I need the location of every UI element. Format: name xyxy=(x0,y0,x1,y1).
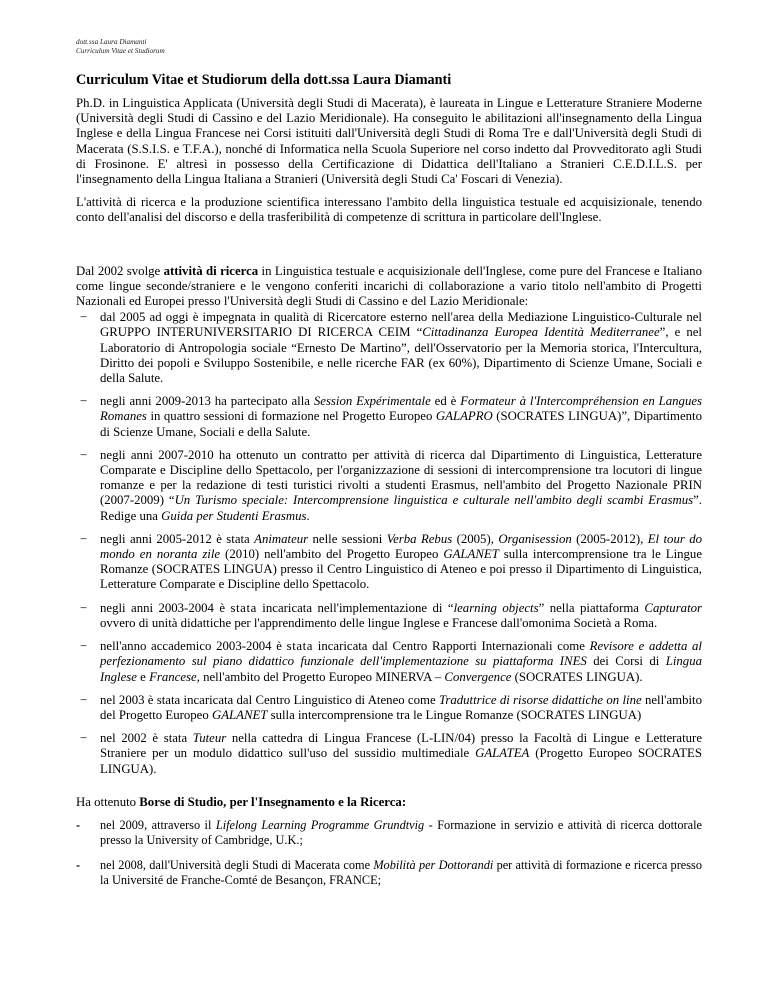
list-item: - nel 2008, dall'Università degli Studi di Macerata come Mobilità per Dottorandi per attività di formazione e ricerca presso la Université de Franche-Comté de Besançon, FRANCE; xyxy=(76,857,702,887)
research-scope-paragraph: L'attività di ricerca e la produzione scientifica interessano l'ambito della linguistica testuale ed acquisizionale, tenendo conto dell'analisi del discorso e della trasferibilità di competenze di scrittura in particolare dell'Inglese. xyxy=(76,195,702,225)
hyphen-bullet: - xyxy=(76,817,81,832)
dash-bullet: − xyxy=(80,600,88,615)
research-activity-list xyxy=(76,310,702,776)
list-item: − negli anni 2007-2010 ha ottenuto un contratto per attività di ricerca dal Dipartimento di Linguistica, Letterature Comparate e Discipline dello Spettacolo, per l'organizzazione di sessioni di intercomprensione tra locutori di lingue romanze e per la redazione di testi turistici rivolti a studenti Erasmus, nell'ambito del Progetto Nazionale PRIN (2007-2009) “Un Turismo speciale: Intercomprensione linguistica e culturale nell'ambito degli scambi Erasmus”. Redige una Guida per Studenti Erasmus. xyxy=(80,447,702,523)
header-doc-type: Curriculum Vitae et Studiorum xyxy=(76,47,165,55)
list-item: − negli anni 2003-2004 è stata incaricata nell'implementazione di “learning objects” nella piattaforma Capturator ovvero di unità didattiche per l'apprendimento delle lingue Inglese e Francese dall'omonima Società a Roma. xyxy=(80,600,703,630)
list-item: − negli anni 2005-2012 è stata Animateur nelle sessioni Verba Rebus (2005), Organisession (2005-2012), El tour do mondo en noranta zile (2010) nell'ambito del Progetto Europeo GALANET sulla intercomprensione tra le Lingue Romanze (SOCRATES LINGUA) presso il Centro Linguistico di Ateneo e poi presso il Dipartimento di Linguistica, Letterature Comparate e Discipline dello Spettacolo. xyxy=(80,531,703,592)
hyphen-bullet: - xyxy=(76,857,81,872)
document-body xyxy=(76,96,702,898)
dash-bullet: − xyxy=(80,731,88,746)
dash-bullet: − xyxy=(80,692,88,707)
list-item: - nel 2009, attraverso il Lifelong Learning Programme Grundtvig - Formazione in servizio e attività di ricerca dottorale presso la University of Cambridge, U.K.; xyxy=(76,817,702,847)
dash-bullet: − xyxy=(80,394,88,409)
header-author: dott.ssa Laura Diamanti xyxy=(76,38,147,46)
dash-bullet: − xyxy=(80,639,88,654)
list-item: − nel 2003 è stata incaricata dal Centro Linguistico di Ateneo come Traduttrice di risorse didattiche on line nell'ambito del Progetto Europeo GALANET sulla intercomprensione tra le Lingue Romanze (SOCRATES LINGUA) xyxy=(80,692,702,722)
dash-bullet: − xyxy=(80,447,88,462)
list-item: − nell'anno accademico 2003-2004 è stata incaricata dal Centro Rapporti Internazionali come Revisore e addetta al perfezionamento sul piano didattico funzionale dell'implementazione su piattaforma INES dei Corsi di Lingua Inglese e Francese, nell'ambito del Progetto Europeo MINERVA – Convergence (SOCRATES LINGUA). xyxy=(80,639,702,684)
dash-bullet: − xyxy=(80,310,88,325)
running-header xyxy=(76,38,165,56)
dash-bullet: − xyxy=(80,531,88,546)
scholarships-list xyxy=(76,818,702,888)
scholarships-paragraph: Ha ottenuto Borse di Studio, per l'Insegnamento e la Ricerca: xyxy=(76,794,407,809)
list-item: − nel 2002 è stata Tuteur nella cattedra di Lingua Francese (L-LIN/04) presso la Facoltà di Lingue e Letterature Straniere per un modulo didattico sull'uso del sussidio multimediale GALATEA (Progetto Europeo SOCRATES LINGUA). xyxy=(80,731,702,776)
list-item: − dal 2005 ad oggi è impegnata in qualità di Ricercatore esterno nell'area della Mediazione Linguistico-Culturale nel GRUPPO INTERUNIVERSITARIO DI RICERCA CEIM “Cittadinanza Europea Identità Mediterranee”, e nel Laboratorio di Antropologia sociale “Ernesto De Martino”, dell'Osservatorio per la Memoria storica, l'Intercultura, Diritto dei popoli e Sviluppo Sostenibile, e nelle ricerche FAR (ex 60%), Dipartimento di Scienze Umane, Sociali e della Salute. xyxy=(80,310,702,386)
list-item: − negli anni 2009-2013 ha partecipato alla Session Expérimentale ed è Formateur à l'Intercompréhension en Langues Romanes in quattro sessioni di formazione nel Progetto Europeo GALAPRO (SOCRATES LINGUA)”, Dipartimento di Scienze Umane, Sociali e della Salute. xyxy=(80,394,703,439)
document-title: Curriculum Vitae et Studiorum della dott.ssa Laura Diamanti xyxy=(76,72,452,88)
research-activity-paragraph: Dal 2002 svolge attività di ricerca in Linguistica testuale e acquisizionale dell'Inglese, come pure del Francese e Italiano come lingue seconde/straniere e le vengono conferiti incarichi di collaborazione a vario titolo nell'ambito di Progetti Nazionali ed Europei presso l'Università degli Studi di Cassino e del Lazio Meridionale: xyxy=(76,263,702,309)
intro-paragraph: Ph.D. in Linguistica Applicata (Università degli Studi di Macerata), è laureata in Lingue e Letterature Straniere Moderne (Università degli Studi di Cassino e del Lazio Meridionale). Ha conseguito le abilitazioni all'insegnamento della Lingua Inglese e della Lingua Francese nei Corsi istituiti dall'Università degli Studi di Roma Tre e dall'Università degli Studi di Macerata (S.S.I.S. e T.F.A.), nonché di Informatica nella Scuola Superiore nel corso indetto dal Provveditorato agli Studi di Frosinone. E' altresì in possesso della Certificazione di Didattica dell'Italiano a Stranieri C.E.D.I.L.S. per l'insegnamento della Lingua Italiana a Stranieri (Università degli Studi Ca' Foscari di Venezia). xyxy=(76,96,702,187)
